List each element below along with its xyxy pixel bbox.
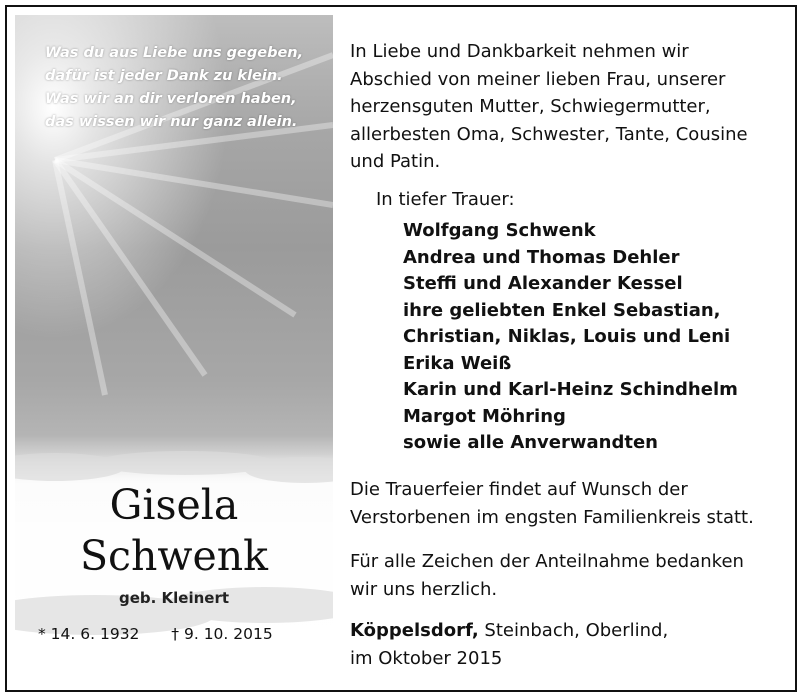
birth-date: * 14. 6. 1932 [38,625,140,643]
place-rest: Steinbach, Oberlind, [478,620,669,641]
announcement-line: herzensguten Mutter, Schwiegermutter, [350,96,711,117]
mourner-line: Margot Möhring [403,405,566,427]
poem-line: Was wir an dir verloren haben, [45,91,297,107]
poem-line: dafür ist jeder Dank zu klein. [45,68,283,84]
announcement-line: allerbesten Oma, Schwester, Tante, Cousine [350,123,748,145]
mourner-line: Andrea und Thomas Dehler [403,246,680,268]
thanks-line: wir uns herzlich. [350,578,498,600]
mourner-line: Karin und Karl-Heinz Schindhelm [403,379,738,400]
mourner-line: Erika Weiß [403,352,512,374]
announcement-text [350,38,780,176]
funeral-notice [350,476,754,531]
deceased-first-name: Gisela [109,481,239,529]
mourner-line: Wolfgang Schwenk [403,220,596,241]
announcement-line: In Liebe und Dankbarkeit nehmen wir [350,41,689,62]
date-line: im Oktober 2015 [350,647,503,669]
mourner-line: sowie alle Anverwandten [403,432,658,453]
place-line [350,617,668,645]
life-dates [38,625,273,643]
memorial-poem [45,42,325,134]
poem-line: Was du aus Liebe uns gegeben, [45,45,304,61]
announcement-line: Abschied von meiner lieben Frau, unserer [350,68,726,90]
funeral-line: Verstorbenen im engsten Familienkreis statt. [350,506,754,528]
thanks-line: Für alle Zeichen der Anteilnahme bedanken [350,551,744,572]
place-and-date [350,617,668,672]
death-date: † 9. 10. 2015 [171,625,273,643]
mourners-list [403,218,738,457]
maiden-name: geb. Kleinert [118,589,230,607]
mourning-label: In tiefer Trauer: [376,189,515,210]
deceased-last-name: Schwenk [79,532,269,580]
mourner-line: Christian, Niklas, Louis und Leni [403,326,731,347]
mourner-line: Steffi und Alexander Kessel [403,273,683,294]
poem-line: das wissen wir nur ganz allein. [45,114,298,130]
place-bold: Köppelsdorf, [350,620,479,641]
funeral-line: Die Trauerfeier findet auf Wunsch der [350,479,688,500]
obituary-frame [5,5,797,692]
announcement-line: und Patin. [350,151,441,172]
thanks-notice [350,548,744,603]
memorial-image-panel [15,15,333,680]
mourner-line: ihre geliebten Enkel Sebastian, [403,299,721,321]
